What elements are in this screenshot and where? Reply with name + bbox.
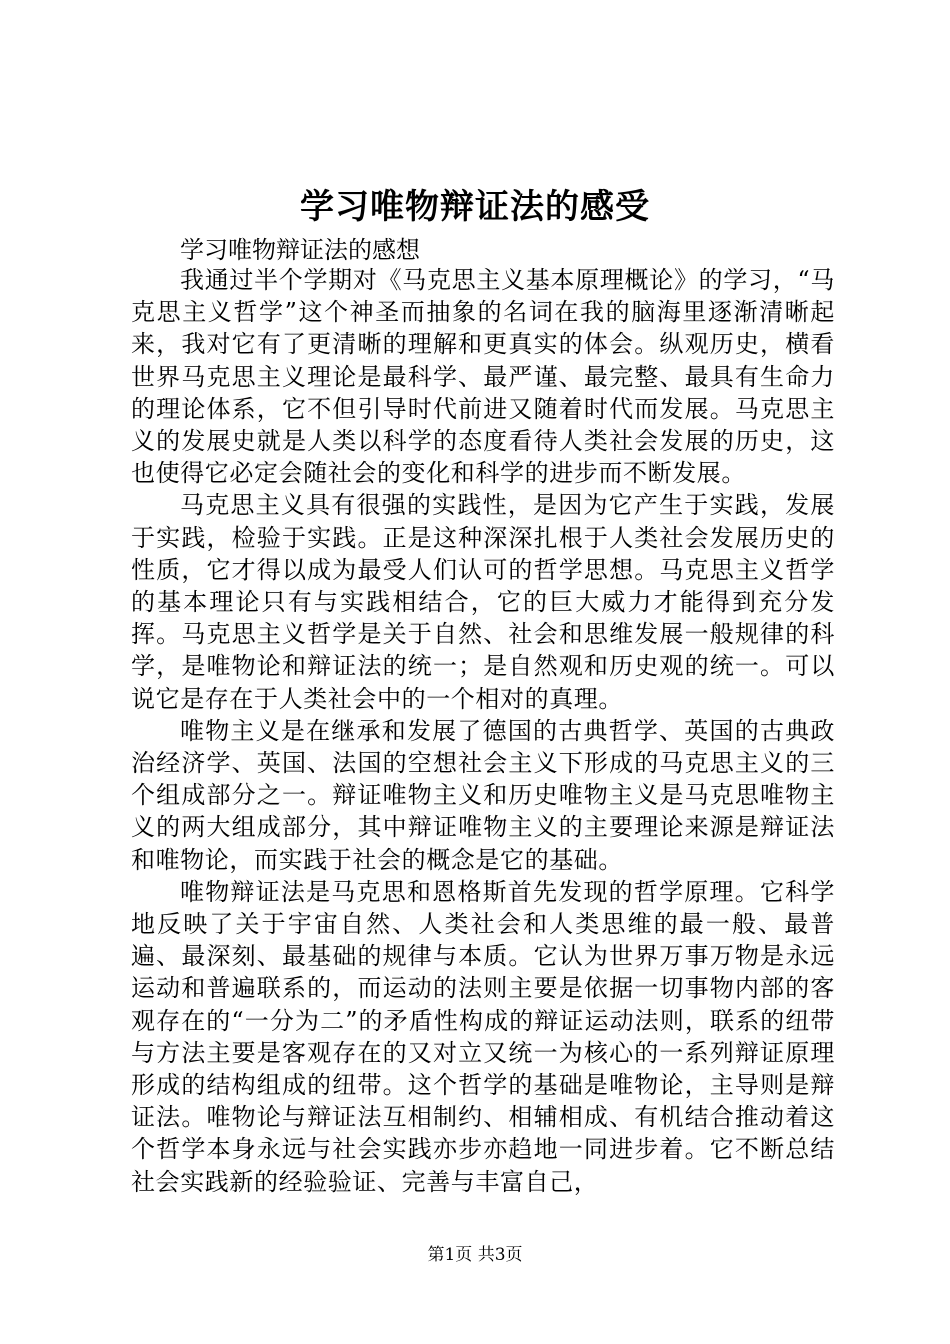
paragraph: 马克思主义具有很强的实践性，是因为它产生于实践，发展于实践，检验于实践。正是这种深深扎根于人类社会发展历史的性质，它才得以成为最受人们认可的哲学思想。马克思主义哲学的基本理论只有与实践相结合，它的巨大威力才能得到充分发挥。马克思主义哲学是关于自然、社会和思维发展一般规律的科学，是唯物论和辩证法的统一；是自然观和历史观的统一。可以说它是存在于人类社会中的一个相对的真理。 <box>131 491 835 713</box>
paragraph: 我通过半个学期对《马克思主义基本原理概论》的学习，“马克思主义哲学”这个神圣而抽象的名词在我的脑海里逐渐清晰起来，我对它有了更清晰的理解和更真实的体会。纵观历史，横看世界马克思主义理论是最科学、最严谨、最完整、最具有生命力的理论体系，它不但引导时代前进又随着时代而发展。马克思主义的发展史就是人类以科学的态度看待人类社会发展的历史，这也使得它必定会随社会的变化和科学的进步而不断发展。 <box>131 266 835 488</box>
paragraph: 唯物主义是在继承和发展了德国的古典哲学、英国的古典政治经济学、英国、法国的空想社会主义下形成的马克思主义的三个组成部分之一。辩证唯物主义和历史唯物主义是马克思唯物主义的两大组成部分，其中辩证唯物主义的主要理论来源是辩证法和唯物论，而实践于社会的概念是它的基础。 <box>131 716 835 874</box>
document-title: 学习唯物辩证法的感受 <box>300 187 650 227</box>
page-number-footer: 第1页 共3页 <box>427 1245 523 1265</box>
document-subtitle: 学习唯物辩证法的感想 <box>180 236 420 264</box>
paragraph: 唯物辩证法是马克思和恩格斯首先发现的哲学原理。它科学地反映了关于宇宙自然、人类社会和人类思维的最一般、最普遍、最深刻、最基础的规律与本质。它认为世界万事万物是永远运动和普遍联系的，而运动的法则主要是依据一切事物内部的客观存在的“一分为二”的矛盾性构成的辩证运动法则，联系的纽带与方法主要是客观存在的又对立又统一为核心的一系列辩证原理形成的结构组成的纽带。这个哲学的基础是唯物论，主导则是辩证法。唯物论与辩证法互相制约、相辅相成、有机结合推动着这个哲学本身永远与社会实践亦步亦趋地一同进步着。它不断总结社会实践新的经验验证、完善与丰富自己， <box>131 877 835 1196</box>
document-body <box>131 264 835 1198</box>
